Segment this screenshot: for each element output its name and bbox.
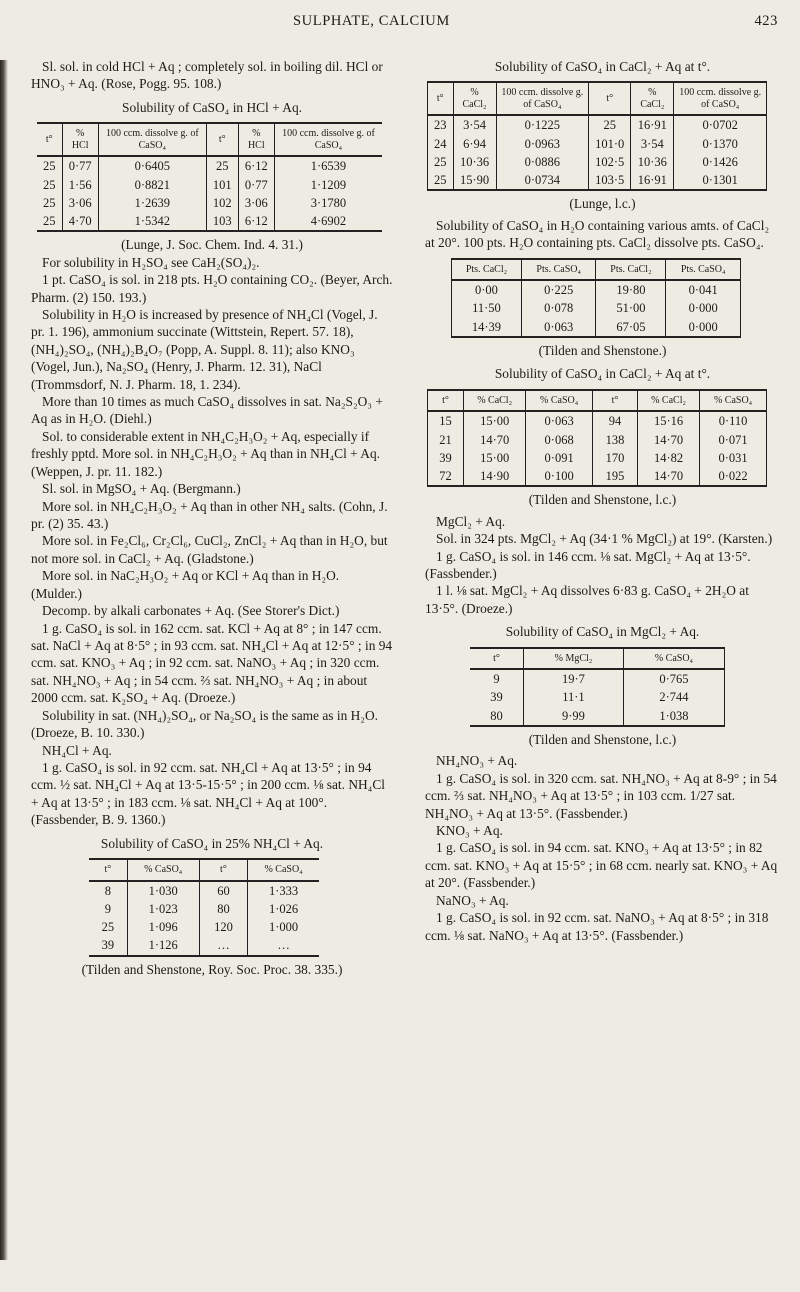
table-title: Solubility of CaSO₄ in MgCl₂ + Aq. bbox=[505, 624, 700, 640]
table-cell: 80 bbox=[199, 900, 247, 918]
table-cell: 25 bbox=[37, 212, 62, 231]
table-cell: 0·1225 bbox=[496, 115, 589, 134]
table-row bbox=[452, 318, 741, 337]
table-caso4-hcl bbox=[37, 122, 382, 232]
table-cell: 15·16 bbox=[637, 411, 699, 430]
table-header-cell: t° bbox=[470, 648, 524, 670]
table-row bbox=[428, 115, 767, 134]
table-cell: 25 bbox=[589, 115, 631, 134]
table-header-cell: % HCl bbox=[238, 123, 274, 156]
section-heading: NH₄Cl + Aq. bbox=[42, 742, 112, 758]
paragraph: 1 g. CaSO₄ is sol. in 146 ccm. ⅛ sat. MgCl₂ + Aq at 13·5°. (Fassbender.) bbox=[425, 548, 751, 581]
table-cell: 10·36 bbox=[631, 153, 674, 171]
table-cell: 101 bbox=[206, 176, 238, 194]
table-cell: 24 bbox=[428, 135, 454, 153]
table-row bbox=[89, 881, 319, 900]
paragraph: Solubility in H₂O is increased by presence of NH₄Cl (Vogel, J. pr. 1. 196), ammonium succinate (Wittstein, Repert. 57. 18), (NH₄)₂SO₄, (NH₄)₂B₄O₇ (Popp, A. Suppl. 8. 11); also KNO₃ (Vogel, Jun.), Na₂SO₄ (Henry, J. Pharm. 12. 31), NaCl (Trommsdorf, N. J. Pharm. 18, 1. 234). bbox=[31, 306, 378, 392]
page-number: 423 bbox=[754, 13, 778, 29]
table-cell: 101·0 bbox=[589, 135, 631, 153]
table-cell: 9·99 bbox=[524, 707, 624, 726]
table-header-cell: % CaCl₂ bbox=[453, 82, 496, 115]
paragraph: 1 g. CaSO₄ is sol. in 92 ccm. sat. NaNO₃ + Aq at 8·5° ; in 318 ccm. ⅛ sat. NaNO₃ + Aq at 13·5°. (Fassbender.) bbox=[425, 910, 769, 943]
table-cell: 16·91 bbox=[631, 115, 674, 134]
table-cell: 1·333 bbox=[269, 883, 299, 898]
table-row bbox=[37, 194, 382, 212]
table-header-cell: % CaCl₂ bbox=[637, 390, 699, 412]
table-row bbox=[428, 153, 767, 171]
table-cell: 0·1370 bbox=[702, 136, 738, 151]
table-cell: 0·031 bbox=[718, 450, 748, 465]
table-caption: (Lunge, l.c.) bbox=[569, 196, 636, 212]
table-header-cell: % HCl bbox=[62, 123, 98, 156]
table-header-cell: % CaSO₄ bbox=[623, 648, 724, 670]
table-cell: 67·05 bbox=[596, 318, 666, 337]
table-cell: 51·00 bbox=[596, 299, 666, 317]
table-row bbox=[470, 688, 725, 706]
table-cell: 23 bbox=[428, 115, 454, 134]
table-cell: 1·6539 bbox=[310, 159, 347, 174]
table-cell: 25 bbox=[37, 156, 62, 175]
table-cell: 1·026 bbox=[269, 901, 299, 916]
paragraph: More sol. in NH₄C₂H₃O₂ + Aq than in other NH₄ salts. (Cohn, J. pr. (2) 35. 43.) bbox=[31, 498, 388, 532]
table-cell: 14·90 bbox=[464, 467, 526, 486]
table-header-cell: t° bbox=[428, 82, 454, 115]
table-title: Solubility of CaSO₄ in CaCl₂ + Aq at t°. bbox=[494, 366, 711, 382]
table-cell: 0·063 bbox=[521, 318, 596, 337]
table-cell: 0·022 bbox=[718, 469, 748, 484]
table-header-cell: Pts. CaCl₂ bbox=[452, 259, 522, 281]
paragraph: More than 10 times as much CaSO₄ dissolves in sat. Na₂S₂O₃ + Aq as in H₂O. (Diehl.) bbox=[31, 394, 383, 427]
table-cell: 0·6405 bbox=[98, 156, 206, 175]
table-cell: 72 bbox=[428, 467, 464, 486]
section-heading: MgCl₂ + Aq. bbox=[436, 513, 506, 529]
table-cell: 25 bbox=[37, 194, 62, 212]
table-cell: 94 bbox=[593, 411, 638, 430]
table-title: Solubility of CaSO₄ in CaCl₂ + Aq at t°. bbox=[494, 59, 711, 74]
paragraph: More sol. in NaC₂H₃O₂ + Aq or KCl + Aq than in H₂O. (Mulder.) bbox=[31, 568, 340, 601]
table-cell: 0·77 bbox=[238, 176, 274, 194]
table-row bbox=[428, 411, 767, 430]
table-cell: 39 bbox=[428, 449, 464, 467]
table-body bbox=[428, 115, 767, 190]
table-header-cell: 100 ccm. dissolve g. of CaSO₄ bbox=[98, 123, 206, 156]
table-cell: 14·39 bbox=[452, 318, 522, 337]
table-body bbox=[452, 280, 741, 337]
table-cell: 15·00 bbox=[464, 449, 526, 467]
table-row bbox=[428, 467, 767, 486]
table-row bbox=[428, 431, 767, 449]
table-body bbox=[428, 411, 767, 486]
table-cell: 0·068 bbox=[526, 431, 593, 449]
paragraph: More sol. in Fe₂Cl₆, Cr₂Cl₆, CuCl₂, ZnCl₂ + Aq than in H₂O, but not more sol. in CaCl₂ + Aq. (Gladstone.) bbox=[31, 533, 388, 566]
table-header-cell: % CaSO₄ bbox=[526, 390, 593, 412]
table-cell: 195 bbox=[593, 467, 638, 486]
table-cell: 0·77 bbox=[62, 156, 98, 175]
paragraph: Solubility of CaSO₄ in H₂O containing various amts. of CaCl₂ at 20°. 100 pts. H₂O containing pts. CaCl₂ dissolve pts. CaSO₄. bbox=[425, 217, 770, 251]
table-cell: 15 bbox=[428, 411, 464, 430]
table-cell: 1·126 bbox=[127, 936, 199, 955]
table-cell: 25 bbox=[428, 153, 454, 171]
paragraph: Solubility in sat. (NH₄)₂SO₄, or Na₂SO₄ is the same as in H₂O. (Droeze, B. 10. 330.) bbox=[31, 707, 378, 741]
table-cell: 60 bbox=[199, 881, 247, 900]
table-cell: 25 bbox=[37, 176, 62, 194]
paragraph: Sl. sol. in MgSO₄ + Aq. (Bergmann.) bbox=[42, 481, 241, 497]
table-row bbox=[37, 176, 382, 194]
table-header-cell: % MgCl₂ bbox=[524, 648, 624, 670]
table-header-cell: t° bbox=[37, 123, 62, 156]
paragraph: 1 g. CaSO₄ is sol. in 162 ccm. sat. KCl + Aq at 8° ; in 147 ccm. sat. NaCl + Aq at 8·5° ; in 93 ccm. sat. NH₄Cl + Aq at 12·5° ; in 94 ccm. sat. KNO₃ + Aq ; in 92 ccm. sat. NaNO₃ + Aq ; in 320 ccm. sat. NH₄NO₃ + Aq ; in 54 ccm. ⅔ sat. NH₄NO₃ + Aq ; in about 2000 ccm. sat. K₂SO₄ + Aq. (Droeze.) bbox=[31, 620, 393, 706]
table-cell: 1·096 bbox=[127, 918, 199, 936]
table-cell: 21 bbox=[428, 431, 464, 449]
table-cell: … bbox=[277, 938, 290, 953]
table-header-cell: Pts. CaSO₄ bbox=[521, 259, 596, 281]
table-header-cell: 100 ccm. dissolve g. of CaSO₄ bbox=[674, 82, 767, 115]
table-cell: 3·06 bbox=[238, 194, 274, 212]
table-cell: 15·90 bbox=[453, 171, 496, 190]
binding-shadow bbox=[0, 60, 8, 1260]
table-cell: 10·36 bbox=[453, 153, 496, 171]
table-cell: 1·2639 bbox=[98, 194, 206, 212]
table-cell: 25 bbox=[206, 156, 238, 175]
table-header-cell: t° bbox=[89, 859, 127, 881]
table-cell: 0·000 bbox=[688, 301, 718, 316]
table-cell: 0·1301 bbox=[702, 173, 738, 188]
table-cell: 1·023 bbox=[127, 900, 199, 918]
table-header-cell: % CaSO₄ bbox=[248, 859, 319, 881]
table-cell: 14·70 bbox=[464, 431, 526, 449]
table-cell: 0·0734 bbox=[496, 171, 589, 190]
table-header-cell: % CaSO₄ bbox=[127, 859, 199, 881]
table-cell: 0·0702 bbox=[702, 118, 738, 133]
section-heading: KNO₃ + Aq. bbox=[436, 823, 503, 839]
table-cell: 0·765 bbox=[659, 672, 689, 687]
table-cell: 170 bbox=[593, 449, 638, 467]
table-cell: 3·06 bbox=[62, 194, 98, 212]
table-cell: 103 bbox=[206, 212, 238, 231]
table-cell: 0·100 bbox=[526, 467, 593, 486]
table-cell: 4·6902 bbox=[310, 214, 347, 229]
table-body bbox=[89, 881, 319, 956]
table-row bbox=[428, 171, 767, 190]
table-row bbox=[470, 707, 725, 726]
table-header-cell: Pts. CaCl₂ bbox=[596, 259, 666, 281]
table-cell: 0·078 bbox=[521, 299, 596, 317]
table-cell: 6·12 bbox=[238, 156, 274, 175]
table-cell: 14·70 bbox=[637, 431, 699, 449]
paragraph: 1 g. CaSO₄ is sol. in 94 ccm. sat. KNO₃ + Aq at 13·5° ; in 82 ccm. sat. KNO₃ + Aq at 15·5° ; in 68 ccm. nearly sat. KNO₃ + Aq at 20°. (Fassbender.) bbox=[425, 840, 778, 891]
table-title: Solubility of CaSO₄ in HCl + Aq. bbox=[122, 99, 302, 115]
paragraph: For solubility in H₂SO₄ see CaH₂(SO₄)₂. bbox=[42, 254, 260, 270]
table-header-cell: 100 ccm. dissolve g. of CaSO₄ bbox=[274, 123, 382, 156]
table-row bbox=[37, 156, 382, 175]
paragraph: 1 g. CaSO₄ is sol. in 92 ccm. sat. NH₄Cl + Aq at 13·5° ; in 94 ccm. ½ sat. NH₄Cl + Aq at 13·5-15·5° ; in 200 ccm. ⅛ sat. NH₄Cl + Aq at 13·5° ; in 183 ccm. ⅛ sat. NH₄Cl + Aq at 100°. (Fassbender, B. 9. 1360.) bbox=[31, 759, 385, 828]
table-cell: 8 bbox=[89, 881, 127, 900]
table-cell: 19·80 bbox=[596, 280, 666, 299]
table-cell: 0·8821 bbox=[98, 176, 206, 194]
table-caso4-nh4cl bbox=[89, 858, 319, 957]
table-cell: 2·744 bbox=[659, 690, 689, 705]
table-row bbox=[89, 936, 319, 955]
section-heading: NaNO₃ + Aq. bbox=[436, 892, 509, 908]
table-row bbox=[89, 900, 319, 918]
table-row bbox=[452, 299, 741, 317]
table-cell: 39 bbox=[470, 688, 524, 706]
table-cell: 1·56 bbox=[62, 176, 98, 194]
table-cell: 0·000 bbox=[688, 319, 718, 334]
table-caso4-mgcl2 bbox=[470, 647, 725, 727]
table-cell: 3·1780 bbox=[310, 195, 347, 210]
table-header-cell: % CaCl₂ bbox=[631, 82, 674, 115]
paragraph: 1 pt. CaSO₄ is sol. in 218 pts. H₂O containing CO₂. (Beyer, Arch. Pharm. (2) 150. 193.) bbox=[31, 272, 393, 305]
table-cell: 6·12 bbox=[238, 212, 274, 231]
table-header-cell: 100 ccm. dissolve g. of CaSO₄ bbox=[496, 82, 589, 115]
table-row bbox=[428, 135, 767, 153]
table-cell: 25 bbox=[89, 918, 127, 936]
paragraph: 1 l. ⅛ sat. MgCl₂ + Aq dissolves 6·83 g. CaSO₄ + 2H₂O at 13·5°. (Droeze.) bbox=[425, 583, 749, 616]
table-cell: 3·54 bbox=[453, 115, 496, 134]
table-cell: 3·54 bbox=[631, 135, 674, 153]
table-cell: 6·94 bbox=[453, 135, 496, 153]
table-cell: 19·7 bbox=[524, 669, 624, 688]
table-cell: 14·70 bbox=[637, 467, 699, 486]
table-header-cell: t° bbox=[206, 123, 238, 156]
table-cell: 80 bbox=[470, 707, 524, 726]
table-cell: 39 bbox=[89, 936, 127, 955]
table-caption: (Tilden and Shenstone, Roy. Soc. Proc. 38. 335.) bbox=[81, 961, 343, 977]
table-caso4-cacl2-pts bbox=[451, 258, 741, 338]
table-cell: 25 bbox=[428, 171, 454, 190]
table-header-cell: t° bbox=[593, 390, 638, 412]
table-cell: 1·1209 bbox=[310, 177, 347, 192]
table-title: Solubility of CaSO₄ in 25% NH₄Cl + Aq. bbox=[100, 835, 324, 851]
table-row bbox=[452, 280, 741, 299]
table-row bbox=[89, 918, 319, 936]
table-cell: 0·071 bbox=[718, 432, 748, 447]
table-cell: 138 bbox=[593, 431, 638, 449]
table-row bbox=[470, 669, 725, 688]
table-body bbox=[37, 156, 382, 231]
running-header bbox=[0, 12, 800, 36]
table-cell: 1·038 bbox=[659, 708, 689, 723]
table-cell: 103·5 bbox=[589, 171, 631, 190]
table-header-cell: Pts. CaSO₄ bbox=[666, 259, 741, 281]
table-cell: 14·82 bbox=[637, 449, 699, 467]
table-caption: (Lunge, J. Soc. Chem. Ind. 4. 31.) bbox=[121, 237, 303, 253]
table-cell: 11·50 bbox=[452, 299, 522, 317]
paragraph: Sl. sol. in cold HCl + Aq ; completely sol. in boiling dil. HCl or HNO₃ + Aq. (Rose, Pogg. 95. 108.) bbox=[31, 59, 383, 92]
table-header-cell: % CaSO₄ bbox=[700, 390, 767, 412]
table-cell: 1·030 bbox=[127, 881, 199, 900]
table-header-cell: t° bbox=[428, 390, 464, 412]
table-cell: 15·00 bbox=[464, 411, 526, 430]
table-cell: 102·5 bbox=[589, 153, 631, 171]
table-cell: 4·70 bbox=[62, 212, 98, 231]
table-caso4-cacl2-lunge bbox=[427, 81, 767, 191]
table-cell: 0·063 bbox=[526, 411, 593, 430]
table-cell: 1·000 bbox=[269, 920, 299, 935]
paragraph: Decomp. by alkali carbonates + Aq. (See Storer's Dict.) bbox=[42, 603, 340, 619]
table-caption: (Tilden and Shenstone, l.c.) bbox=[528, 492, 677, 508]
paragraph: 1 g. CaSO₄ is sol. in 320 ccm. sat. NH₄NO₃ + Aq at 8-9° ; in 54 ccm. ⅔ sat. NH₄NO₃ + Aq at 13·5° ; in 103 ccm. 1/27 sat. NH₄NO₃ + Aq at 13·5°. (Fassbender.) bbox=[425, 770, 777, 821]
table-cell: 0·110 bbox=[718, 414, 748, 429]
table-header-cell: t° bbox=[589, 82, 631, 115]
table-cell: 0·041 bbox=[688, 283, 718, 298]
page-title: SULPHATE, CALCIUM bbox=[293, 13, 450, 29]
table-cell: 0·0963 bbox=[496, 135, 589, 153]
table-row bbox=[37, 212, 382, 231]
section-heading: NH₄NO₃ + Aq. bbox=[436, 753, 518, 769]
table-cell: 0·1426 bbox=[702, 154, 738, 169]
table-cell: 120 bbox=[199, 918, 247, 936]
table-caption: (Tilden and Shenstone, l.c.) bbox=[528, 731, 677, 747]
table-header-cell: % CaCl₂ bbox=[464, 390, 526, 412]
table-cell: 9 bbox=[89, 900, 127, 918]
table-cell: 0·225 bbox=[521, 280, 596, 299]
table-cell: 11·1 bbox=[524, 688, 624, 706]
table-caption: (Tilden and Shenstone.) bbox=[538, 342, 667, 358]
table-header-cell: t° bbox=[199, 859, 247, 881]
paragraph: Sol. in 324 pts. MgCl₂ + Aq (34·1 % MgCl₂) at 19°. (Karsten.) bbox=[436, 531, 773, 547]
table-caso4-cacl2-tilden bbox=[427, 389, 767, 488]
table-cell: 1·5342 bbox=[98, 212, 206, 231]
table-row bbox=[428, 449, 767, 467]
table-body bbox=[470, 669, 725, 726]
table-cell: 0·091 bbox=[526, 449, 593, 467]
table-cell: 102 bbox=[206, 194, 238, 212]
left-column bbox=[31, 58, 393, 978]
right-column bbox=[425, 58, 780, 944]
table-cell: 0·0886 bbox=[496, 153, 589, 171]
table-cell: 16·91 bbox=[631, 171, 674, 190]
table-cell: 9 bbox=[470, 669, 524, 688]
table-cell: … bbox=[199, 936, 247, 955]
paragraph: Sol. to considerable extent in NH₄C₂H₃O₂ + Aq, especially if freshly pptd. More sol. in NH₄C₂H₃O₂ + Aq than in NH₄Cl + Aq. (Weppen, J. pr. 11. 182.) bbox=[31, 428, 381, 479]
table-cell: 0·00 bbox=[452, 280, 522, 299]
